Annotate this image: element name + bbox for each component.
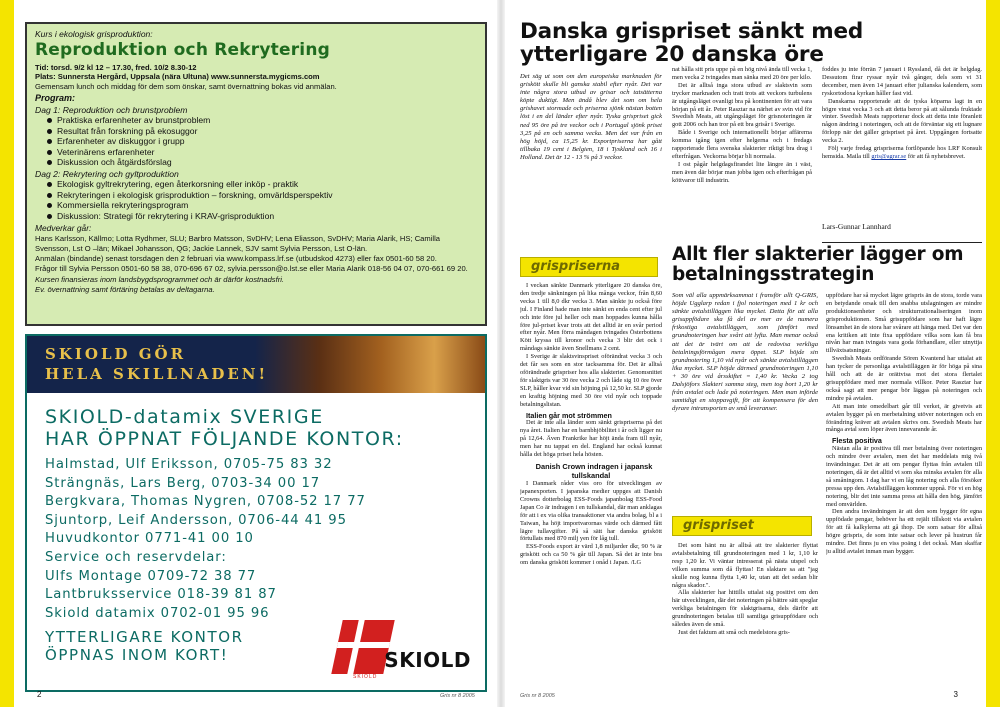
issue-footer-right: Gris nr 8 2005 <box>520 693 555 699</box>
course-title: Reproduktion och Rekrytering <box>35 40 330 61</box>
byline: Lars-Gunnar Lannhard <box>822 222 891 231</box>
grispriserna-column: I veckan sänkte Danmark ytterligare 20 danska öre, den tredje sänkningen på lika många veckor, från 8,60 vecka 1 till 8,0 dkr vecka 3. Man sänkte ju också före jul. I Finland hade man inte sänkt en enda cent efter jul och inte före jul heller och man hoppades kunna hålla före jul-priset kvar trots att det alltid är en svår period efter nyår. Men förra måndagen tvingades Österbottens Kött kryssa till kronor och vecka 3 blir det ock i måndags sänkte även Snellmans 2 cent. I Sverige är slaktsvinspriset oförändrat vecka 3 och det får ses som en stor tacksamma för. Det är alltså oförändrade grispriser hos alla slakterier. Genomsnittet för slaktgris var 30 öre vecka 2 och låde sig 10 öre över SLP, håller kvar vid sin höjning på 12,50 kr. SLP gjorde en kraftig höjning med 30 öre vid nyår och toppade betalningslistan. Italien går mot strömmen Det är inte alla länder som sänkt grispriserna på det nya året. Italien har en barnbhjöbilitet i år och ligger nu på 12,64. Även Frankrike har höjt ända fram till nyår, men har nu tappat en del. England har också kunnat hålla det höga priset hela hösten. Danish Crown indragen i japansk tullskandal I Danmark råder viss oro för utvecklingen av japanexporten. I japanska medier uppges att Danish Crowns dotterbolag ESS-Foods japanbolag ESS-Food Japan Co är indragen i en tullskandal, där man anklagas för att i ex via olika transaktioner via andra bolag, bl a i Taiwan, ha höjt importvarornas värde och därmed fått lägre tullavgifter. På så sätt har danska griskött förtullats med 870 milj yen för låg tull. ESS-Foods export är värd 1,8 miljarder dkr, 90 % är griskött och ca 50 % går till Japan. Så det är inte bra om danska griskött kommer i onåd i Japan. /LG <box>520 282 662 567</box>
issue-footer-left: Gris nr 8 2005 <box>440 693 475 699</box>
newsletter-paragraph: Följ varje fredag grispriserna fortlöpande hos LRF Konsult hemsida. Maila till gris@agrar.se för att få nyhetsbrevet. <box>822 145 982 160</box>
list-item: Diskussion och åtgärdsförslag <box>47 157 477 167</box>
right-edge-strip <box>986 0 1000 707</box>
ad-banner <box>27 336 485 393</box>
list-item: Ekologisk gyltrekrytering, egen återkorsning eller inköp - praktik <box>47 179 477 189</box>
list-item: Praktiska erfarenheter av brunstproblem <box>47 115 477 125</box>
ad-slogan <box>45 344 268 384</box>
page-number-right: 3 <box>953 690 958 699</box>
course-lunch: Gemensam lunch och middag för dem som önskar, samt övernattning bokas vid anmälan. <box>35 81 337 91</box>
page-number-left: 2 <box>37 690 42 699</box>
day2-list <box>35 179 477 221</box>
logo-wordmark: SKIOLD <box>384 648 471 672</box>
ad-banner-photo <box>255 336 485 393</box>
section-label-grispriset: grispriset <box>672 516 812 536</box>
article-column-2: nat hålla sitt pris uppe på en hög nivå ända till vecka 1, men vecka 2 tvingades man sänka med 20 öre per kilo. Det är alltså inga stora utbud av slaktsvin som trycker marknaden och tratt trots att veckors turbulens är utgångsläget ovanligt bra på kontinenten för att vara början på ett år. Peter Rasztar na närhet av svin vid för Swedish Meats, att utgångsläget för grisnoteringen är gott 2006 och han tror på ett bra grisår i Sverige. Både i Sverige och internationellt börjar affärerna komma igång igen efter helgerna och i fredags rapporterade flera svenska slakterier riktigt bra drag i efterfrågan. Veckorna börjar bli normala. I ost pågår helgdagsfirandet lite längre än i väst, men även där börjar man jobba igen och efterfrågan på köttvaror till industrin. <box>672 66 812 184</box>
ad-contact: Lantbruksservice 018-39 81 87 <box>45 587 277 603</box>
ad-contact: Skiold datamix 0702-01 95 96 <box>45 605 270 621</box>
day1-title: Dag 1: Reproduktion och brunstproblem <box>35 104 188 115</box>
ad-contact: Ulfs Montage 0709-72 38 77 <box>45 568 257 584</box>
registration-text: Anmälan (bindande) senast torsdagen den 2 februari via www.kompass.lrf.se (utbudskod 4273) eller fax 0501-60 58 20. <box>35 253 437 263</box>
left-edge-strip <box>0 0 14 707</box>
ad-heading-line1: SKIOLD-datamix SVERIGE <box>45 406 324 428</box>
ad-contact: Huvudkontor 0771-41 00 10 <box>45 531 254 547</box>
ad-contact: Bergkvara, Thomas Nygren, 0708-52 17 77 <box>45 494 366 510</box>
list-item: Diskussion: Strategi för rekrytering i KRAV-grisproduktion <box>47 211 477 221</box>
article-intro: Det säg ut som om den europeiska marknaden för griskött skulle bli ganska stabil efter nyår. Det var inte några stora utbud av grisar och tatsätterna köpte duktigt. Men ändå blev det som om hela grishavet stormade och priserna sjönk nästan botten löst i en del länder efter nyår. Tyska grispriset gick ned 95 öre på tre veckor och i Portugal sjönk priset 3,25 på en och samma vecka. Men det var från en hög höjd, ca 15,25 kr. Exportpriserna har gått tillbaka 19 cent i Belgien, 18 i Tyskland och 16 i Holland. Det är 12 - 13 % på 3 veckor. <box>520 73 662 161</box>
page-fold <box>497 0 505 707</box>
grispriset-column: Det som hänt nu är alltså att tre slakterier flyttat avtalsbetalning till grundnoteringen med 1 kr, 1,10 kr resp 1,20 kr. Vi väntar intresserat på nästa utspel och vilken summa som då flyttas! En slaktare sa att "jag skulle nog kunna flytta 1,40 kr, utan att det sedan blir några skador.". Alla slakterier har hittills uttalat sig positivt om den här utvecklingen, där det noteringen på bättre sätt speglar verkliga betalningen för slaktgrisarna, dels därför att grundnoteringen betalas till samtliga grisuppfödare och således även de små. Just det faktum att små och medelstora gris- <box>672 542 818 636</box>
list-item: Rekryteringen i ekologisk grisproduktion – forskning, omvärldsperspektiv <box>47 190 477 200</box>
byline-divider <box>822 242 982 243</box>
sub-article-lead: Som väl alla uppmärksammat i fransför allt Q-GRIS, höjde Ugglarp redan i fjol noteringen med 1 kr och sänkte avtalstilläggen lika mycket. Detta för att alla grisuppfödare ska få del av mer av de numera frikostiga avtalstilläggen, som jämfört med grundnoteringen har svårt att lyfta. Man menar också att det är tvärt om att de redovisa verkliga betalningsförmågan mera öppet. SLP höjde sin grundnotering 1,10 vid nyår och sänkte avtalstilläggen lika mycket. SLP höjde därmed grundnoteringen 1,10 + 30 öre vid årsskiftet = 1,40 kr. Vecka 2 tog Dalsjöfors Slakteri samma steg, men tog bort 1,20 kr från avtalet och lade på noteringen. Men man införde samtidigt en stoppavgift, för att kompensera för den dyrare intransporten av små leveranser. <box>672 292 818 413</box>
day1-list <box>35 115 477 167</box>
list-item: Kommersiella rekryteringsprogram <box>47 200 477 210</box>
main-headline: Danska grispriset sänkt med ytterligare 20 danska öre <box>520 19 864 67</box>
article-column-3: foddes ju inte förrän 7 januari i Ryssland, då det är helgdag. Dessutom firar ryssar nyår två gånger, dels som vi 31 december, men även 14 januari efter julianska kalendern, som ryskortodoxa kyrkan håller fast vid. Danskarna rapporterade att de tyska köparna lagt in en högre vinst vecka 3 och att detta beror på att sålunda fruktade vinter. Swedish Meats rapporterar dock att detta inte föranlett någon ändring i noteringen, och att de förväntar sig ett lugnare förlopp när det gäller grispriset på året. Uppgången fortsatte vecka 2. Följ varje fredag grispriserna fortlöpande hos LRF Konsult hemsida. Maila till gris@agrar.se för att få nyhetsbrevet. <box>822 66 982 160</box>
section-label-grispriserna: grispriserna <box>520 257 658 277</box>
ad-contact: Service och reservdelar: <box>45 549 227 565</box>
subheading-danish-crown: Danish Crown indragen i japansk tullskandal <box>535 461 653 480</box>
ad-footer-line2: ÖPPNAS INOM KORT! <box>45 646 229 664</box>
course-kicker: Kurs i ekologisk grisproduktion: <box>35 29 153 39</box>
sub-article-column-3: uppfödare har så mycket lägre grispris än de stora, torde vara en betydande orsak till den snabba utslagningen av mindre produktionsenheter och strukturrationaliseringen inom grisproduktionen. Små grisuppfödare som har haft lägre lönsamhet än de stora har svårare att hänga med. Det var den ena kritiken att inte fixa uppfödare vilka som kan få bra nivån har man tvingats vara goda förhandlare, eller utnyttja tillväxtsatsningar. Swedish Meats ordförande Sören Kvantend har uttalat att han tycker de personliga avtalstilläggen är för höga på sina håll och att de är orättvisa mot det stora flertalet grisuppfödare med mer normala villkor. Peter Rasztar har också sagt att mer pengar bör läggas på noteringen och mindre på avtalen. Att man inte omedelbart går till verket, är givetvis att avtalen bygger på en merbetalning utöver noteringen och en förändring kräver att avtalen skrivs om. Swedish Meats har många avtal som löper även innevarande år. Flesta positiva Nästan alla är positiva till mer betalning över noteringen och mindre över avtalen, men det har meddelats mig två invändningar. Det är att om pengar flyttas från avtalen till noteringen, då är det alltid vi som ska minska avtalen för alla så småningom. I dag har vi en låg notering och alla försöker pressa upp den. Avtalstilläggen kommer uppnå. För vi en hög notering, blir det inte samma press att hålla den hög, jämfört med omvärlden. Den andra invändningen är att den som bygger för egna uppfödade pengar, behöver ha ett rejält tillskott via avtalen för att få kalkylerna att gå ihop. De som satsar för alltså högre grispris, de som inte satsar och lever på hustrun får mindre. Det finns ju en viss poäng i det också. Man skaffar ju alltid avtalet inman man bygger. <box>826 292 982 555</box>
ad-contact-list <box>45 456 366 623</box>
participants-label: Medverkar går: <box>35 223 92 234</box>
participants-text: Hans Karlsson, Källmo; Lotta Rydhmer, SLU; Barbro Matsson, SvDHV; Lena Eliasson, SvDHV; Maria Alarik, HS; Camilla Svensson, Lst O –län; Mikael Johansson, QG; Jackie Lannek, SJV samt Sylvia Persson, Lst O-län. <box>35 234 441 253</box>
ad-slogan-line2: HELA SKILLNADEN! <box>45 365 269 383</box>
questions-text: Frågor till Sylvia Persson 0501-60 58 38, 070-696 67 02, sylvia.persson@o.lst.se eller Maria Alarik 018-56 04 07, 070-661 69 20. <box>35 264 468 274</box>
subheading-flesta: Flesta positiva <box>832 436 882 446</box>
course-place: Plats: Sunnersta Hergård, Uppsala (nära Ultuna) www.sunnersta.mygicms.com <box>35 72 320 82</box>
list-item: Resultat från forskning på ekosuggor <box>47 126 477 136</box>
ad-heading-line2: HAR ÖPPNAT FÖLJANDE KONTOR: <box>45 428 404 450</box>
ad-heading <box>45 406 404 450</box>
program-label: Program: <box>35 92 76 103</box>
list-item: Veterinärens erfarenheter <box>47 147 477 157</box>
list-item: Erfarenheter av diskuggor i grupp <box>47 136 477 146</box>
funding-text: Kursen finansieras inom landsbygdsprogrammet och är därför kostnadsfri. <box>35 275 285 285</box>
ad-footer <box>45 628 244 664</box>
sub-headline: Allt fler slakterier lägger om betalningsstrategin <box>672 244 964 285</box>
logo-small-text: SKIOLD <box>353 674 378 680</box>
course-announcement <box>25 22 487 326</box>
course-time: Tid: torsd. 9/2 kl 12 – 17.30, fred. 10/2 8.30-12 <box>35 63 197 73</box>
overnight-text: Ev. övernattning samt förtäring betalas av deltagarna. <box>35 284 215 294</box>
ad-contact: Strängnäs, Lars Berg, 0703-34 00 17 <box>45 475 321 491</box>
ad-footer-line1: YTTERLIGARE KONTOR <box>45 628 244 646</box>
ad-slogan-line1: SKIOLD GÖR <box>45 345 187 363</box>
ad-contact: Sjuntorp, Leif Andersson, 0706-44 41 95 <box>45 512 347 528</box>
day2-title: Dag 2: Rekrytering och gyltproduktion <box>35 168 179 179</box>
ad-contact: Halmstad, Ulf Eriksson, 0705-75 83 32 <box>45 457 333 472</box>
skiold-logo <box>335 618 475 682</box>
subheading-italien: Italien går mot strömmen <box>526 410 612 420</box>
skiold-advertisement <box>25 334 487 692</box>
email-link[interactable]: gris@agrar.se <box>871 152 907 160</box>
